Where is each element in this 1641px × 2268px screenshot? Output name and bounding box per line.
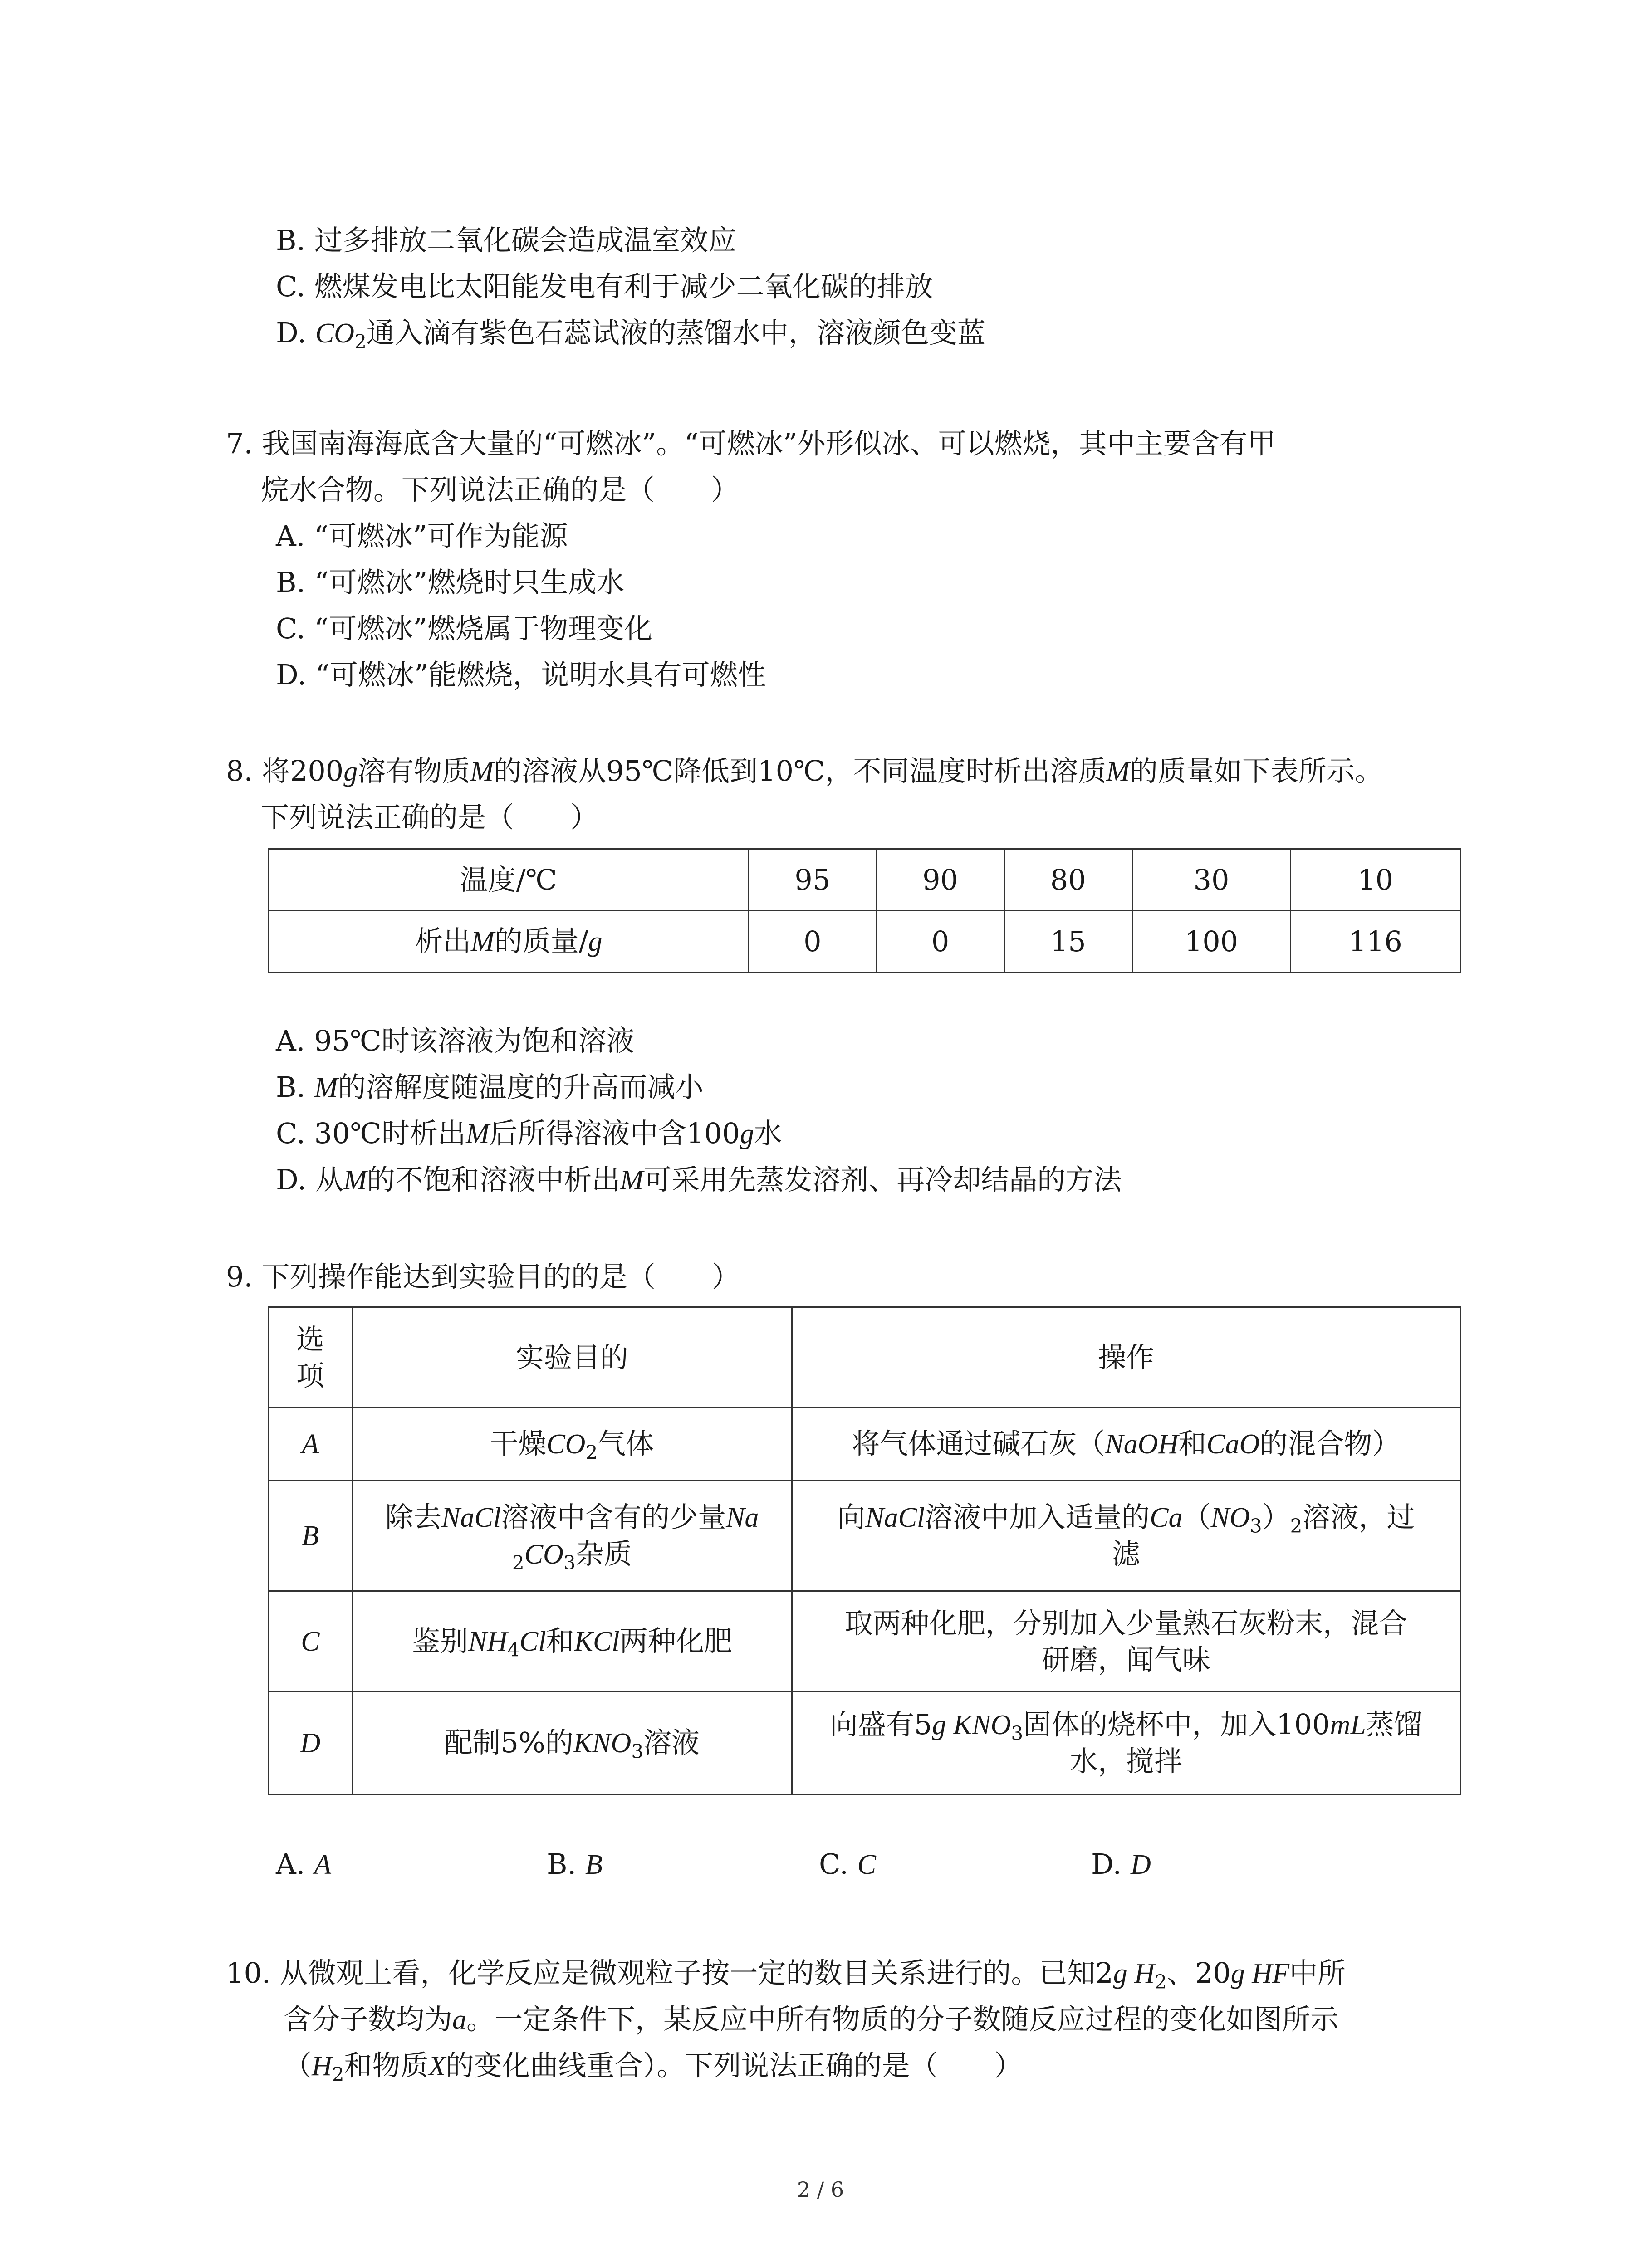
q8-temp-cell: 90: [877, 849, 1004, 911]
q8-temperature-row: [269, 849, 1460, 911]
q7-stem: 7. 我国南海海底含大量的“可燃冰”。“可燃冰”外形似冰、可以燃烧，其中主要含有甲: [226, 427, 1276, 460]
q9-purpose-cell: 干燥$CO_2$气体: [352, 1408, 792, 1481]
q6-option-d: D. $CO_2$通入滴有紫色石蕊试液的蒸馏水中，溶液颜色变蓝: [276, 316, 985, 353]
q9-row-key: D: [269, 1692, 353, 1794]
q7-option-a: A. “可燃冰”可作为能源: [276, 519, 568, 552]
q7-option-c: C. “可燃冰”燃烧属于物理变化: [276, 612, 653, 645]
q9-header-row: [269, 1307, 1460, 1408]
q8-option-a: A. 95℃时该溶液为饱和溶液: [276, 1024, 635, 1057]
page-number: 2 / 6: [797, 2177, 844, 2202]
q9-table: [268, 1306, 1461, 1795]
q7-option-b: B. “可燃冰”燃烧时只生成水: [276, 566, 625, 599]
q7-option-d: D. “可燃冰”能燃烧，说明水具有可燃性: [276, 658, 766, 691]
q8-stem: 8. 将200g溶有物质M的溶液从95℃降低到10℃，不同温度时析出溶质M的质量如下表所示。: [226, 754, 1383, 787]
q8-mass-row: [269, 911, 1460, 973]
q8-temp-cell: 30: [1132, 849, 1291, 911]
q8-temp-cell: 80: [1004, 849, 1132, 911]
q9-row-key: B: [269, 1481, 353, 1591]
q8-mass-header: 析出M的质量/g: [269, 911, 749, 973]
q8-stem-cont: 下列说法正确的是（ ）: [261, 801, 599, 834]
q9-answer-a: A. A: [276, 1848, 332, 1881]
q10-stem: 10. 从微观上看，化学反应是微观粒子按一定的数目关系进行的。已知2g $H_2$、20g HF中所: [226, 1956, 1346, 1993]
q9-answer-d: D. D: [1091, 1848, 1151, 1881]
q9-purpose-cell: 配制5%的$KNO_3$溶液: [352, 1692, 792, 1794]
q8-option-d: D. 从M的不饱和溶液中析出M可采用先蒸发溶剂、再冷却结晶的方法: [276, 1163, 1122, 1196]
q8-temp-header: 温度/℃: [269, 849, 749, 911]
q8-table: [268, 848, 1461, 973]
q8-mass-cell: 0: [749, 911, 877, 973]
q8-option-c: C. 30℃时析出M后所得溶液中含100g水: [276, 1117, 782, 1150]
q9-header-purpose: 实验目的: [352, 1307, 792, 1408]
q9-purpose-cell: 鉴别$NH_4Cl$和KCl两种化肥: [352, 1591, 792, 1692]
q10-stem-cont: （$H_2$和物质X的变化曲线重合）。下列说法正确的是（ ）: [284, 2049, 1023, 2086]
q6-option-c: C. 燃煤发电比太阳能发电有利于减少二氧化碳的排放: [276, 270, 933, 303]
q8-mass-cell: 15: [1004, 911, 1132, 973]
table-row: [269, 1591, 1460, 1692]
q9-row-key: A: [269, 1408, 353, 1481]
q6-option-b: B. 过多排放二氧化碳会造成温室效应: [276, 224, 737, 257]
q8-mass-cell: 100: [1132, 911, 1291, 973]
q9-operation-cell: 将气体通过碱石灰（NaOH和CaO的混合物）: [792, 1408, 1460, 1481]
q9-operation-cell: 向NaCl溶液中加入适量的$Ca(NO_3)_2$溶液，过 滤: [792, 1481, 1460, 1591]
q9-row-key: C: [269, 1591, 353, 1692]
q9-operation-cell: 取两种化肥，分别加入少量熟石灰粉末，混合 研磨，闻气味: [792, 1591, 1460, 1692]
q8-option-b: B. M的溶解度随温度的升高而减小: [276, 1070, 704, 1104]
q9-answer-c: C. C: [819, 1848, 877, 1881]
q9-header-option: 选 项: [269, 1307, 353, 1408]
q9-answer-b: B. B: [547, 1848, 603, 1881]
q8-mass-cell: 116: [1291, 911, 1460, 973]
q7-stem-cont: 烷水合物。下列说法正确的是（ ）: [261, 473, 740, 506]
q9-header-operation: 操作: [792, 1307, 1460, 1408]
table-row: [269, 1692, 1460, 1794]
q9-purpose-cell: 除去NaCl溶液中含有的少量Na $_2CO_3$杂质: [352, 1481, 792, 1591]
q8-mass-cell: 0: [877, 911, 1004, 973]
table-row: [269, 1481, 1460, 1591]
table-row: [269, 1408, 1460, 1481]
q8-temp-cell: 10: [1291, 849, 1460, 911]
q9-stem: 9. 下列操作能达到实验目的的是（ ）: [226, 1260, 740, 1293]
q10-stem-cont: 含分子数均为a。一定条件下，某反应中所有物质的分子数随反应过程的变化如图所示: [284, 2003, 1339, 2036]
q9-operation-cell: 向盛有5g $KNO_3$固体的烧杯中，加入100mL蒸馏 水，搅拌: [792, 1692, 1460, 1794]
q8-temp-cell: 95: [749, 849, 877, 911]
